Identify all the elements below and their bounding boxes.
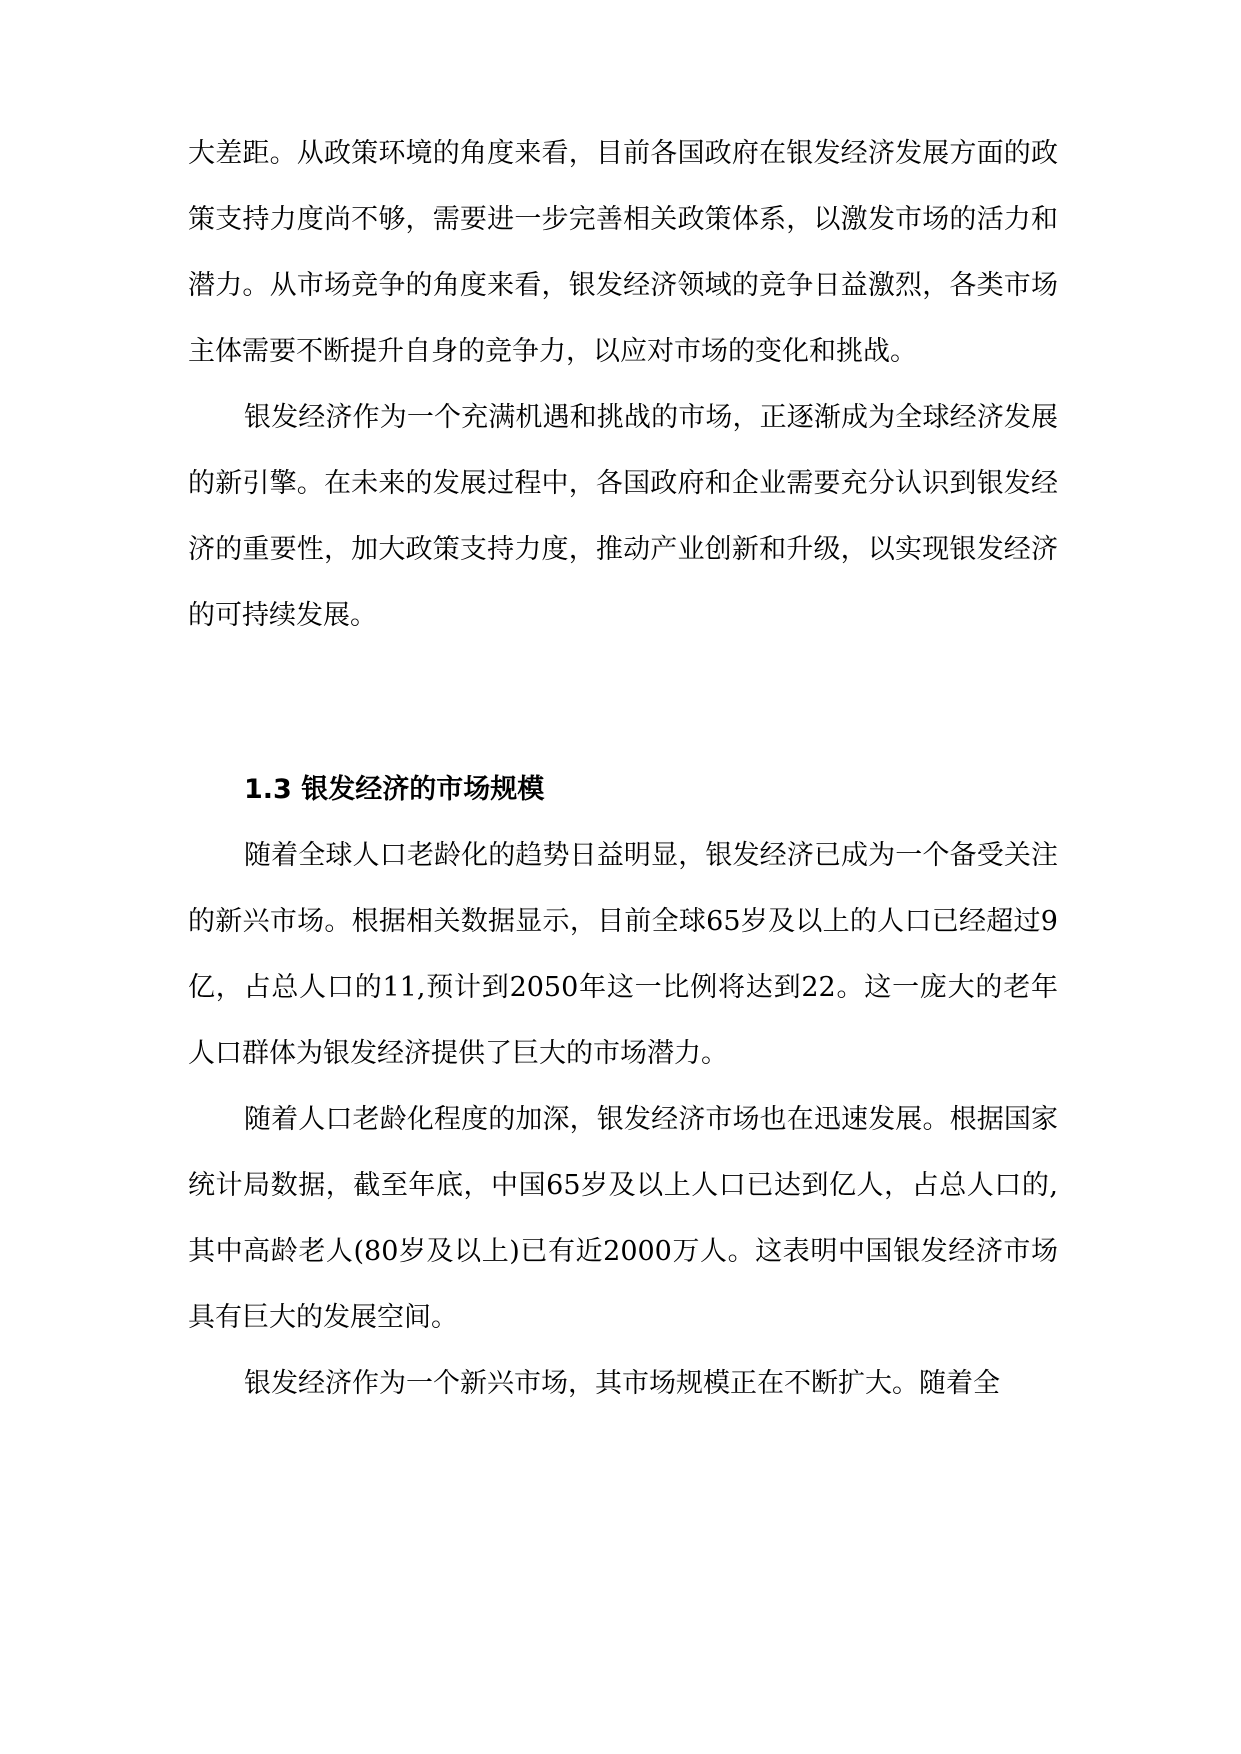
paragraph-market-growth: 银发经济作为一个新兴市场，其市场规模正在不断扩大。随着全 <box>244 1368 1000 1399</box>
paragraph-global-aging: 随着全球人口老龄化的趋势日益明显，银发经济已成为一个备受关注的新兴市场。根据相关数据显示，目前全球65岁及以上的人口已经超过9亿，占总人口的11,预计到2050年这一比例将达到22。这一庞大的老年人口群体为银发经济提供了巨大的市场潜力。 <box>188 840 1058 1069</box>
section-1-3 <box>188 757 1058 823</box>
body-text-lower <box>188 823 1058 1417</box>
paragraph-silver-economy-outlook: 银发经济作为一个充满机遇和挑战的市场，正逐渐成为全球经济发展的新引擎。在未来的发展过程中，各国政府和企业需要充分认识到银发经济的重要性，加大政策支持力度，推动产业创新和升级，以实现银发经济的可持续发展。 <box>188 402 1058 631</box>
paragraph-continued: 大差距。从政策环境的角度来看，目前各国政府在银发经济发展方面的政策支持力度尚不够，需要进一步完善相关政策体系，以激发市场的活力和潜力。从市场竞争的角度来看，银发经济领域的竞争日益激烈，各类市场主体需要不断提升自身的竞争力，以应对市场的变化和挑战。 <box>188 138 1058 367</box>
paragraph-china-aging: 随着人口老龄化程度的加深，银发经济市场也在迅速发展。根据国家统计局数据，截至年底，中国65岁及以上人口已达到亿人，占总人口的,其中高龄老人(80岁及以上)已有近2000万人。这表明中国银发经济市场具有巨大的发展空间。 <box>188 1104 1058 1333</box>
body-text-upper <box>188 121 1058 649</box>
section-heading: 1.3 银发经济的市场规模 <box>244 774 545 805</box>
